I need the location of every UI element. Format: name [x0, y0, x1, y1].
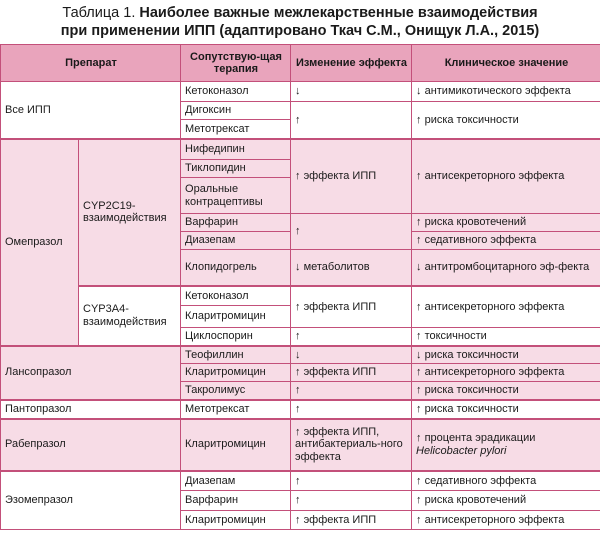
caption-lead: Таблица 1. [62, 5, 136, 21]
change-cell: ↓ [291, 82, 412, 102]
clinical-cell: ↑ риска кровотечений [412, 214, 600, 232]
change-cell: ↓ [291, 346, 412, 364]
therapy-cell: Варфарин [181, 491, 291, 511]
clinical-cell: ↓ антитромбоцитарного эф-фекта [412, 250, 600, 286]
clinical-cell: ↑ антисекреторного эффекта [412, 139, 600, 214]
therapy-cell: Нифедипин [181, 139, 291, 160]
table-row [1, 286, 600, 306]
change-cell: ↑ [291, 400, 412, 419]
clinical-cell [412, 419, 600, 471]
change-cell: ↑ эффекта ИПП, антибактериаль-ного эффекта [291, 419, 412, 471]
therapy-cell: Кларитромицин [181, 419, 291, 471]
group-cyp2c19: CYP2C19-взаимодействия [79, 139, 181, 286]
table-row [1, 400, 600, 419]
clinical-cell: ↑ седативного эффекта [412, 471, 600, 491]
header-change: Изменение эффекта [291, 45, 412, 82]
change-cell: ↑ эффекта ИПП [291, 511, 412, 530]
table-row [1, 471, 600, 491]
change-cell: ↑ [291, 328, 412, 346]
header-clinical: Клиническое значение [412, 45, 600, 82]
therapy-cell: Кларитромицин [181, 364, 291, 382]
group-lansoprazole: Лансопразол [1, 346, 181, 400]
change-cell: ↑ [291, 102, 412, 139]
interactions-table [0, 44, 600, 530]
table-row [1, 346, 600, 364]
header-concomitant: Сопутствую-щая терапия [181, 45, 291, 82]
change-cell: ↑ эффекта ИПП [291, 286, 412, 328]
therapy-cell: Циклоспорин [181, 328, 291, 346]
change-cell: ↓ метаболитов [291, 250, 412, 286]
clinical-cell: ↓ антимикотического эффекта [412, 82, 600, 102]
therapy-cell: Диазепам [181, 471, 291, 491]
caption-title-line2: при применении ИПП (адаптировано Ткач С.М., Онищук Л.А., 2015) [60, 23, 540, 39]
therapy-cell: Теофиллин [181, 346, 291, 364]
group-pantoprazole: Пантопразол [1, 400, 181, 419]
therapy-cell: Кетоконазол [181, 82, 291, 102]
caption-title-line1: Наиболее важные межлекарственные взаимодействия [139, 5, 538, 21]
group-rabeprazole: Рабепразол [1, 419, 181, 471]
therapy-cell: Такролимус [181, 382, 291, 400]
clinical-cell: ↑ риска кровотечений [412, 491, 600, 511]
change-cell: ↑ [291, 471, 412, 491]
therapy-cell: Оральные контрацептивы [181, 178, 291, 214]
table-caption [0, 0, 600, 44]
change-cell: ↑ [291, 382, 412, 400]
therapy-cell: Метотрексат [181, 120, 291, 139]
clinical-cell: ↑ седативного эффекта [412, 232, 600, 250]
therapy-cell: Метотрексат [181, 400, 291, 419]
therapy-cell: Кларитромицин [181, 306, 291, 328]
group-all-ppi: Все ИПП [1, 82, 181, 139]
clinical-cell: ↑ риска токсичности [412, 400, 600, 419]
therapy-cell: Дигоксин [181, 102, 291, 120]
therapy-cell: Кларитромицин [181, 511, 291, 530]
clinical-lead: ↑ процента эрадикации [416, 432, 536, 444]
clinical-italic: Helicobacter pylori [416, 444, 507, 457]
change-cell: ↑ [291, 491, 412, 511]
clinical-cell: ↑ антисекреторного эффекта [412, 511, 600, 530]
clinical-cell: ↑ антисекреторного эффекта [412, 364, 600, 382]
clinical-cell: ↑ риска токсичности [412, 382, 600, 400]
clinical-cell: ↓ риска токсичности [412, 346, 600, 364]
therapy-cell: Диазепам [181, 232, 291, 250]
change-cell: ↑ эффекта ИПП [291, 364, 412, 382]
group-cyp3a4: CYP3A4-взаимодействия [79, 286, 181, 346]
table-header-row [1, 45, 600, 82]
therapy-cell: Тиклопидин [181, 160, 291, 178]
clinical-cell: ↑ риска токсичности [412, 102, 600, 139]
group-omeprazole: Омепразол [1, 139, 79, 346]
group-esomeprazole: Эзомепразол [1, 471, 181, 530]
clinical-cell: ↑ антисекреторного эффекта [412, 286, 600, 328]
table-row [1, 419, 600, 471]
change-cell: ↑ эффекта ИПП [291, 139, 412, 214]
table-row [1, 82, 600, 102]
therapy-cell: Клопидогрель [181, 250, 291, 286]
table-row [1, 139, 600, 160]
therapy-cell: Варфарин [181, 214, 291, 232]
clinical-cell: ↑ токсичности [412, 328, 600, 346]
change-cell: ↑ [291, 214, 412, 250]
header-drug: Препарат [1, 45, 181, 82]
therapy-cell: Кетоконазол [181, 286, 291, 306]
